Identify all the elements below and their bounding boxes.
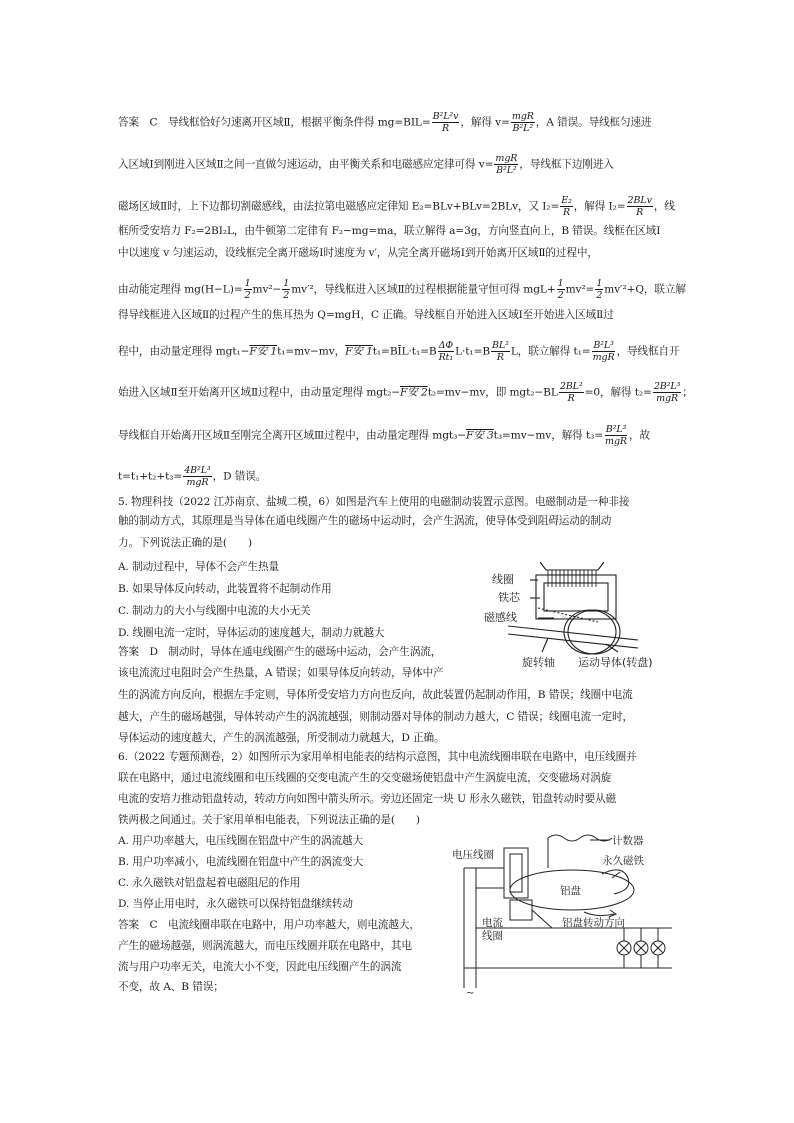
label-voltage-coil: 电压线圈 [452,849,494,861]
fraction-numerator: BL² [492,340,509,351]
text-run: 框所受安培力 F₂=2BI₂L，由牛顿第二定律有 F₂−mg=ma，联立解得 a=3g，方向竖直向上，B 错误。线框在区域Ⅰ [118,225,661,237]
text-run: L·t₁=B [455,345,491,358]
figure-electromagnetic-brake [478,560,678,672]
text-run: mv²− [252,283,282,296]
text-run: 触的制动方式，其原理是当导体在通电线圈产生的磁场中运动时，会产生涡流，使导体受到阻碍运动的制动 [118,515,612,527]
label-core: 铁芯 [498,591,520,604]
text-run: ，A 错误。导线框匀速进 [535,116,652,129]
fraction-numerator: 2BLv [627,195,652,206]
fraction [432,111,460,134]
text-line-l2 [118,153,678,176]
text-run: ，导线框自开 [616,345,680,358]
label-magnet: 永久磁铁 [602,855,644,867]
label-field-lines: 磁感线 [484,611,517,624]
text-line-l21 [118,688,678,702]
fraction-numerator: ΔΦ [438,340,454,351]
text-line-l25 [118,771,678,785]
label-conductor: 运动导体(转盘) [578,656,653,669]
fraction [557,278,565,301]
text-line-l23 [118,731,678,745]
text-run: 答案 C 电流线圈串联在电路中，用户功率越大，则电流越大， [118,919,420,931]
fraction-numerator: B²L³ [593,340,614,351]
text-run: t₁=mv−mv， [277,345,346,358]
fraction [604,424,628,447]
text-run: D. 当停止用电时，永久磁铁可以保持铝盘继续转动 [118,898,353,910]
text-run: 电流的安培力推动铝盘转动，转动方向如图中箭头所示。旁边还固定一块 U 形永久磁铁，铝盘转动时要从磁 [118,793,617,805]
fraction-denominator: 2 [283,290,290,301]
fraction-numerator: E₂ [561,195,572,206]
fraction-denominator: 2 [596,290,603,301]
fraction [592,340,616,363]
text-run: 始进入区域Ⅱ至开始离开区域Ⅱ过程中，由动量定理得 mgt₂− [118,386,401,399]
text-run: 程中，由动量定理得 mgt₁− [118,345,250,358]
text-run: 磁场区域Ⅱ时，上下边都切割磁感线，由法拉第电磁感应定律知 E₂=BLv+BLv=2BLv，又 I₂= [118,200,560,213]
text-run: ，线 [653,200,675,213]
fraction-numerator: mgR [511,111,534,122]
fraction-denominator: mgR [605,436,627,447]
text-line-l12 [118,495,678,509]
text-line-l24 [118,750,678,764]
text-line-l1 [118,111,678,134]
fraction [559,381,584,404]
fraction [438,340,454,363]
text-run: t=t₁+t₂+t₃= [118,470,183,483]
fraction-numerator: 1 [596,278,603,289]
fraction [560,195,573,218]
average-force-symbol: F安 1 [249,345,278,358]
text-run: mv′²，导线框进入区域Ⅱ的过程根据能量守恒可得 mgL+ [291,283,556,296]
fraction-denominator: R [441,123,450,134]
fraction-denominator: R [567,393,575,404]
text-run: ，解得 v= [460,116,510,129]
fraction-numerator: mgR [495,153,518,164]
text-run: ，D 错误。 [212,470,267,483]
fraction [282,278,290,301]
label-current-coil-2: 线圈 [482,930,503,942]
figure-electric-meter [452,828,678,998]
text-run: B. 用户功率减小，电流线圈在铝盘中产生的涡流变大 [118,856,364,868]
text-run: ，故 [628,429,650,442]
text-line-l11 [118,465,678,488]
fraction-denominator: R [636,207,644,218]
fraction-numerator: 1 [244,278,251,289]
text-run: t₁=BĪL·t₁=B [372,345,437,358]
text-run: 得导线框进入区域Ⅱ的过程产生的焦耳热为 Q=mgH，C 正确。导线框自开始进入区域Ⅰ至开始进入区域Ⅱ过 [118,309,614,321]
fraction-denominator: B²L² [496,165,517,176]
fraction [183,465,211,488]
label-coil: 线圈 [492,573,514,586]
text-run: ，解得 I₂= [573,200,626,213]
text-line-l5 [118,246,678,260]
fraction [653,381,681,404]
text-line-l10 [118,424,678,447]
fraction [494,153,518,176]
label-current-coil-1: 电流 [482,917,503,929]
fraction-denominator: R [496,352,504,363]
text-run: 答案 C 导线框恰好匀速离开区域Ⅱ，根据平衡条件得 mg=BIL= [118,116,431,129]
text-line-l26 [118,792,678,806]
fraction [491,340,510,363]
text-line-l22 [118,710,678,724]
fraction-denominator: mgR [186,477,209,488]
fraction-denominator: mgR [656,393,679,404]
text-run: C. 永久磁铁对铝盘起着电磁阻尼的作用 [118,877,301,889]
fraction [627,195,653,218]
fraction-numerator: B²L²v [432,111,459,122]
text-run: 联在电路中，通过电流线圈和电压线圈的交变电流产生的交变磁场使铝盘中产生涡旋电流，交变磁场对涡旋 [118,772,612,784]
text-run: 5. 物理科技（2022 江苏南京、盐城二模，6）如图是汽车上使用的电磁制动装置示意图。电磁制动是一种非接 [118,496,630,508]
fraction-denominator: R [562,207,571,218]
text-run: 导线框自开始离开区域Ⅱ至刚完全离开区域Ⅲ过程中，由动量定理得 mgt₃− [118,429,467,442]
text-run: =0，解得 t₂= [584,386,652,399]
fraction-numerator: 1 [557,278,564,289]
text-run: 流与用户功率无关，电流大小不变，因此电压线圈产生的涡流 [118,961,402,973]
text-run: A. 制动过程中，导体不会产生热量 [118,561,279,573]
text-run: A. 用户功率越大，电压线圈在铝盘中产生的涡流越大 [118,835,363,847]
fraction-numerator: B²L³ [605,424,627,435]
text-run: 由动能定理得 mg(H−L)= [118,283,243,296]
fraction-numerator: 2B²L³ [653,381,681,392]
average-force-symbol: F安 3 [466,429,494,442]
text-line-l7 [118,308,678,322]
text-run: mv′²+Q，联立解 [604,283,686,296]
text-run: 生的涡流方向反向，根据左手定则，导体所受安培力方向也反向，故此装置仍起制动作用，B 错误；线圈中电流 [118,689,633,701]
text-run: 入区域Ⅰ到刚进入区域Ⅱ之间一直做匀速运动，由平衡关系和电磁感应定律可得 v= [118,158,494,171]
text-line-l3 [118,195,678,218]
text-run: ； [682,386,693,399]
fraction-denominator: B²L² [512,123,534,134]
text-run: D. 线圈电流一定时，导体运动的速度越大，制动力就越大 [118,627,385,639]
text-line-l14 [118,536,678,550]
label-direction: 铝盘转动方向 [562,917,625,929]
text-line-l13 [118,514,678,528]
text-line-l6 [118,278,686,301]
fraction-denominator: 2 [244,290,251,301]
text-line-l8 [118,340,678,363]
text-run: ，导线框下边刚进入 [519,158,614,171]
text-run: C. 制动力的大小与线圈中电流的大小无关 [118,605,311,617]
text-line-l4 [118,224,678,238]
fraction [511,111,535,134]
text-run: 6.（2022 专题预测卷，2）如图所示为家用单相电能表的结构示意图，其中电流线圈串联在电路中，电压线圈并 [118,751,637,763]
text-run: 该电流流过电阻时会产生热量，A 错误；如果导体反向转动，导体中产 [118,667,444,679]
label-shaft: 旋转轴 [522,656,555,669]
text-run: 导体运动的速度越大，产生的涡流越强，所受制动力就越大，D 正确。 [118,732,445,744]
text-run: t₃=mv−mv，解得 t₃= [493,429,604,442]
text-run: 产生的磁场越强，则涡流越大，而电压线圈并联在电路中，其电 [118,940,412,952]
fraction-denominator: 2 [557,290,564,301]
text-run: 不变，故 A、B 错误； [118,981,224,993]
label-ac: ~ [466,988,475,998]
fraction-numerator: 1 [283,278,290,289]
text-run: 越大，产生的磁场越强，导体转动产生的涡流越强，则制动器对导体的制动力越大，C 错误；线圈电流一定时， [118,711,633,723]
average-force-symbol: F安 1 [345,345,373,358]
fraction-numerator: 4B²L³ [184,465,211,476]
text-run: 答案 D 制动时，导体在通电线圈产生的磁场中运动，会产生涡流， [118,646,442,658]
fraction [595,278,603,301]
fraction-numerator: 2BL² [559,381,583,392]
text-run: mv²= [565,283,595,296]
text-line-l27 [118,813,678,827]
text-run: B. 如果导体反向转动，此装置将不起制动作用 [118,583,332,595]
fraction-denominator: mgR [592,352,615,363]
average-force-symbol: F安 2 [400,386,428,399]
text-run: 铁两极之间通过。关于家用单相电能表，下列说法正确的是( ) [118,814,420,826]
text-line-l9 [118,381,693,404]
text-run: t₂=mv−mv，即 mgt₂−BL [427,386,558,399]
label-counter: 计数器 [612,835,644,847]
text-run: L，联立解得 t₁= [510,345,591,358]
label-disc: 铝盘 [560,885,581,897]
text-run: 力。下列说法正确的是( ) [118,537,252,549]
text-run: 中以速度 v 匀速运动，设线框完全离开磁场Ⅰ时速度为 v′，从完全离开磁场Ⅰ到开始离开区域Ⅱ的过程中， [118,247,598,259]
fraction [244,278,252,301]
fraction-denominator: Rt₁ [438,352,454,363]
